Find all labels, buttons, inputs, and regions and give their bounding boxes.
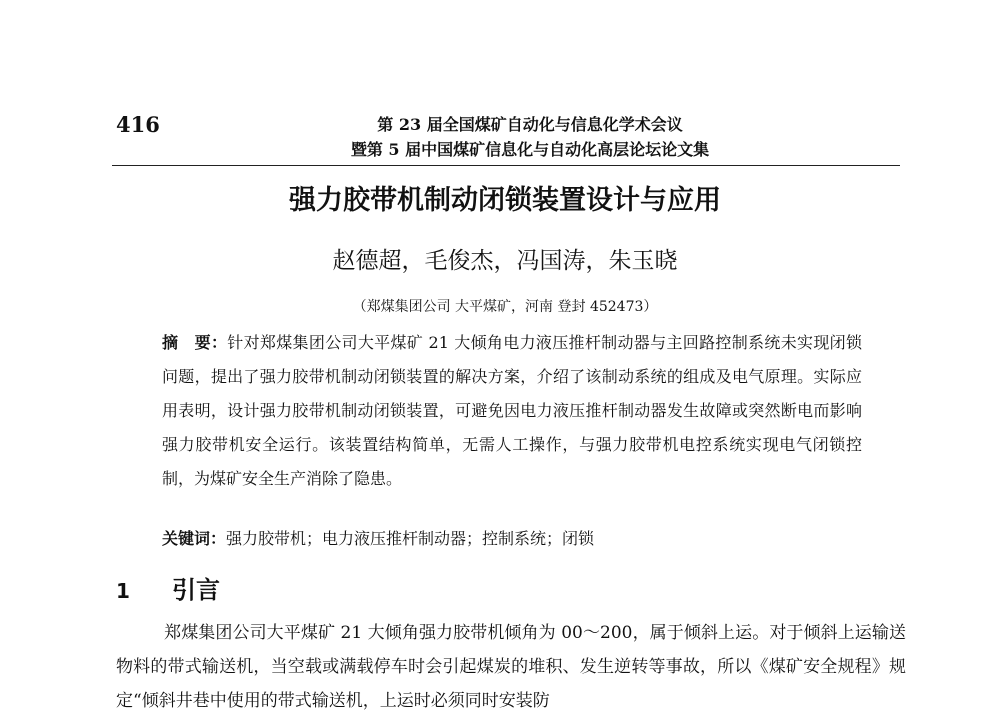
conference-line-2: 暨第 5 届中国煤矿信息化与自动化高层论坛论文集 <box>350 140 710 159</box>
conference-header <box>250 112 810 162</box>
abstract <box>162 326 862 496</box>
section-number: 1 <box>116 579 130 603</box>
page-number: 416 <box>116 112 160 137</box>
paper-affiliation: （郑煤集团公司 大平煤矿，河南 登封 452473） <box>352 299 658 315</box>
paper-title: 强力胶带机制动闭锁装置设计与应用 <box>289 185 721 216</box>
abstract-label: 摘 要： <box>162 333 228 352</box>
keywords <box>162 526 862 549</box>
abstract-text: 针对郑煤集团公司大平煤矿 21 大倾角电力液压推杆制动器与主回路控制系统未实现闭锁问题，提出了强力胶带机制动闭锁装置的解决方案，介绍了该制动系统的组成及电气原理。实际应用表明，设计强力胶带机制动闭锁装置，可避免因电力液压推杆制动器发生故障或突然断电而影响强力胶带机安全运行。该装置结构简单，无需人工操作，与强力胶带机电控系统实现电气闭锁控制，为煤矿安全生产消除了隐患。 <box>162 333 862 488</box>
section-title: 引言 <box>172 576 220 604</box>
header-rule <box>112 165 900 166</box>
keywords-text: 强力胶带机；电力液压推杆制动器；控制系统；闭锁 <box>226 529 595 548</box>
section-heading <box>116 570 220 605</box>
keywords-label: 关键词： <box>162 529 227 548</box>
paper-authors: 赵德超，毛俊杰，冯国涛，朱玉晓 <box>332 248 678 274</box>
section-body <box>116 616 906 718</box>
section-paragraph: 郑煤集团公司大平煤矿 21 大倾角强力胶带机倾角为 00～200，属于倾斜上运。对于倾斜上运输送物料的带式输送机，当空载或满载停车时会引起煤炭的堆积、发生逆转等事故，所以《煤矿安全规程》规定“倾斜井巷中使用的带式输送机，上运时必须同时安装防 <box>116 623 906 711</box>
conference-line-1: 第 23 届全国煤矿自动化与信息化学术会议 <box>377 115 683 134</box>
